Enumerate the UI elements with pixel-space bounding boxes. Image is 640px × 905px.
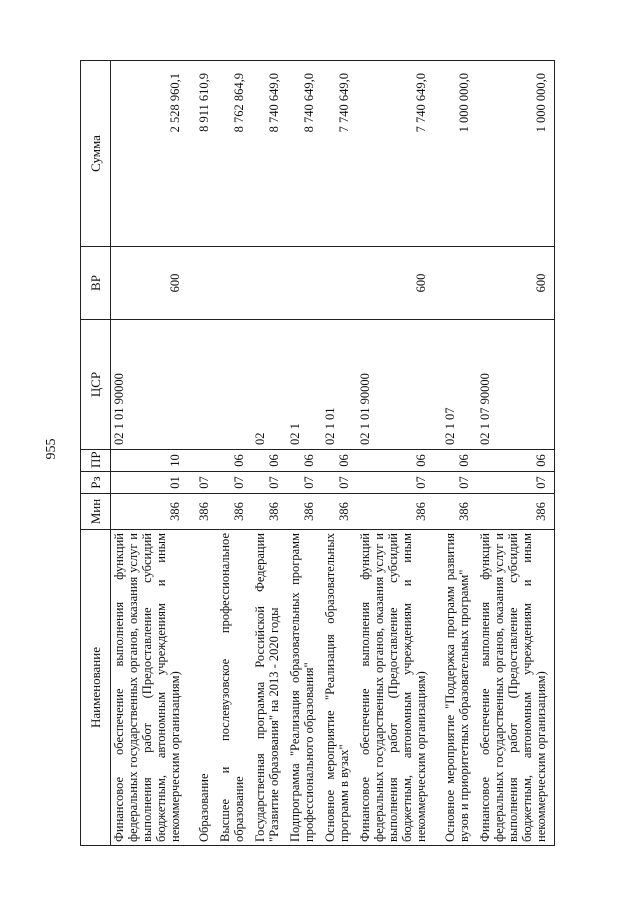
table-row — [111, 61, 197, 846]
cell-csr: 02 — [252, 320, 287, 450]
cell-min: 386 — [322, 494, 357, 530]
cell-vr — [322, 247, 357, 320]
cell-name: Государственная программа Российской Федерации "Развитие образования" на 2013 - 2020 годы — [252, 530, 287, 846]
cell-sum: 7 740 649,0 — [322, 61, 357, 247]
table-row — [287, 61, 322, 846]
cell-vr — [287, 247, 322, 320]
table-row — [477, 61, 555, 846]
cell-pr: 06 — [287, 450, 322, 472]
cell-pr — [196, 450, 217, 472]
rotated-table-container — [80, 61, 580, 846]
cell-pr: 06 — [477, 450, 555, 472]
cell-vr — [217, 247, 252, 320]
header-csr: ЦСР — [81, 320, 111, 450]
table-body — [111, 61, 555, 846]
cell-name: Основное мероприятие "Реализация образовательных программ в вузах" — [322, 530, 357, 846]
cell-name: Финансовое обеспечение выполнения функций федеральных государственных органов, оказания услуг и выполнения работ (Предоставление субсидий бюджетным, автономным учреждениям и иным некоммерческим организациям) — [111, 530, 197, 846]
header-sum: Сумма — [81, 61, 111, 247]
cell-min: 386 — [357, 494, 442, 530]
cell-rz: 07 — [442, 472, 477, 494]
cell-vr: 600 — [357, 247, 442, 320]
cell-csr: 02 1 07 90000 — [477, 320, 555, 450]
cell-vr — [196, 247, 217, 320]
cell-pr: 06 — [357, 450, 442, 472]
header-name: Наименование — [81, 530, 111, 846]
cell-rz: 07 — [252, 472, 287, 494]
cell-csr: 02 1 01 90000 — [357, 320, 442, 450]
cell-vr: 600 — [477, 247, 555, 320]
cell-csr: 02 1 01 90000 — [111, 320, 197, 450]
cell-sum: 8 911 610,9 — [196, 61, 217, 247]
cell-pr: 06 — [322, 450, 357, 472]
cell-csr: 02 1 07 — [442, 320, 477, 450]
table-header-row — [81, 61, 111, 846]
table-row — [196, 61, 217, 846]
cell-sum: 8 740 649,0 — [287, 61, 322, 247]
cell-vr: 600 — [111, 247, 197, 320]
table-row — [442, 61, 477, 846]
header-min: Мин — [81, 494, 111, 530]
cell-rz: 07 — [322, 472, 357, 494]
cell-name: Основное мероприятие "Поддержка программ развития вузов и приоритетных образовательных программ" — [442, 530, 477, 846]
cell-vr — [252, 247, 287, 320]
cell-sum: 2 528 960,1 — [111, 61, 197, 247]
table-row — [357, 61, 442, 846]
table-row — [252, 61, 287, 846]
cell-rz: 07 — [357, 472, 442, 494]
cell-pr: 10 — [111, 450, 197, 472]
cell-sum: 1 000 000,0 — [477, 61, 555, 247]
cell-name: Финансовое обеспечение выполнения функций федеральных государственных органов, оказания услуг и выполнения работ (Предоставление субсидий бюджетным, автономным учреждениям и иным некоммерческим организациям) — [477, 530, 555, 846]
cell-min: 386 — [477, 494, 555, 530]
cell-csr: 02 1 01 — [322, 320, 357, 450]
cell-sum: 7 740 649,0 — [357, 61, 442, 247]
cell-name: Образование — [196, 530, 217, 846]
cell-pr: 06 — [217, 450, 252, 472]
cell-csr — [217, 320, 252, 450]
cell-sum: 8 762 864,9 — [217, 61, 252, 247]
cell-rz: 07 — [196, 472, 217, 494]
cell-pr: 06 — [442, 450, 477, 472]
header-pr: ПР — [81, 450, 111, 472]
cell-csr — [196, 320, 217, 450]
cell-name: Подпрограмма "Реализация образовательных программ профессионального образования" — [287, 530, 322, 846]
cell-csr: 02 1 — [287, 320, 322, 450]
cell-sum: 8 740 649,0 — [252, 61, 287, 247]
cell-sum: 1 000 000,0 — [442, 61, 477, 247]
cell-rz: 07 — [477, 472, 555, 494]
cell-name: Высшее и послевузовское профессиональное образование — [217, 530, 252, 846]
page-number: 955 — [44, 438, 59, 460]
cell-rz: 01 — [111, 472, 197, 494]
cell-name: Финансовое обеспечение выполнения функций федеральных государственных органов, оказания услуг и выполнения работ (Предоставление субсидий бюджетным, автономным учреждениям и иным некоммерческим организациям) — [357, 530, 442, 846]
table-row — [217, 61, 252, 846]
cell-min: 386 — [111, 494, 197, 530]
cell-min: 386 — [252, 494, 287, 530]
cell-rz: 07 — [217, 472, 252, 494]
cell-pr: 06 — [252, 450, 287, 472]
cell-min: 386 — [196, 494, 217, 530]
cell-min: 386 — [442, 494, 477, 530]
header-vr: ВР — [81, 247, 111, 320]
table-row — [322, 61, 357, 846]
header-rz: Рз — [81, 472, 111, 494]
cell-vr — [442, 247, 477, 320]
budget-table — [80, 60, 555, 846]
cell-min: 386 — [217, 494, 252, 530]
cell-rz: 07 — [287, 472, 322, 494]
cell-min: 386 — [287, 494, 322, 530]
